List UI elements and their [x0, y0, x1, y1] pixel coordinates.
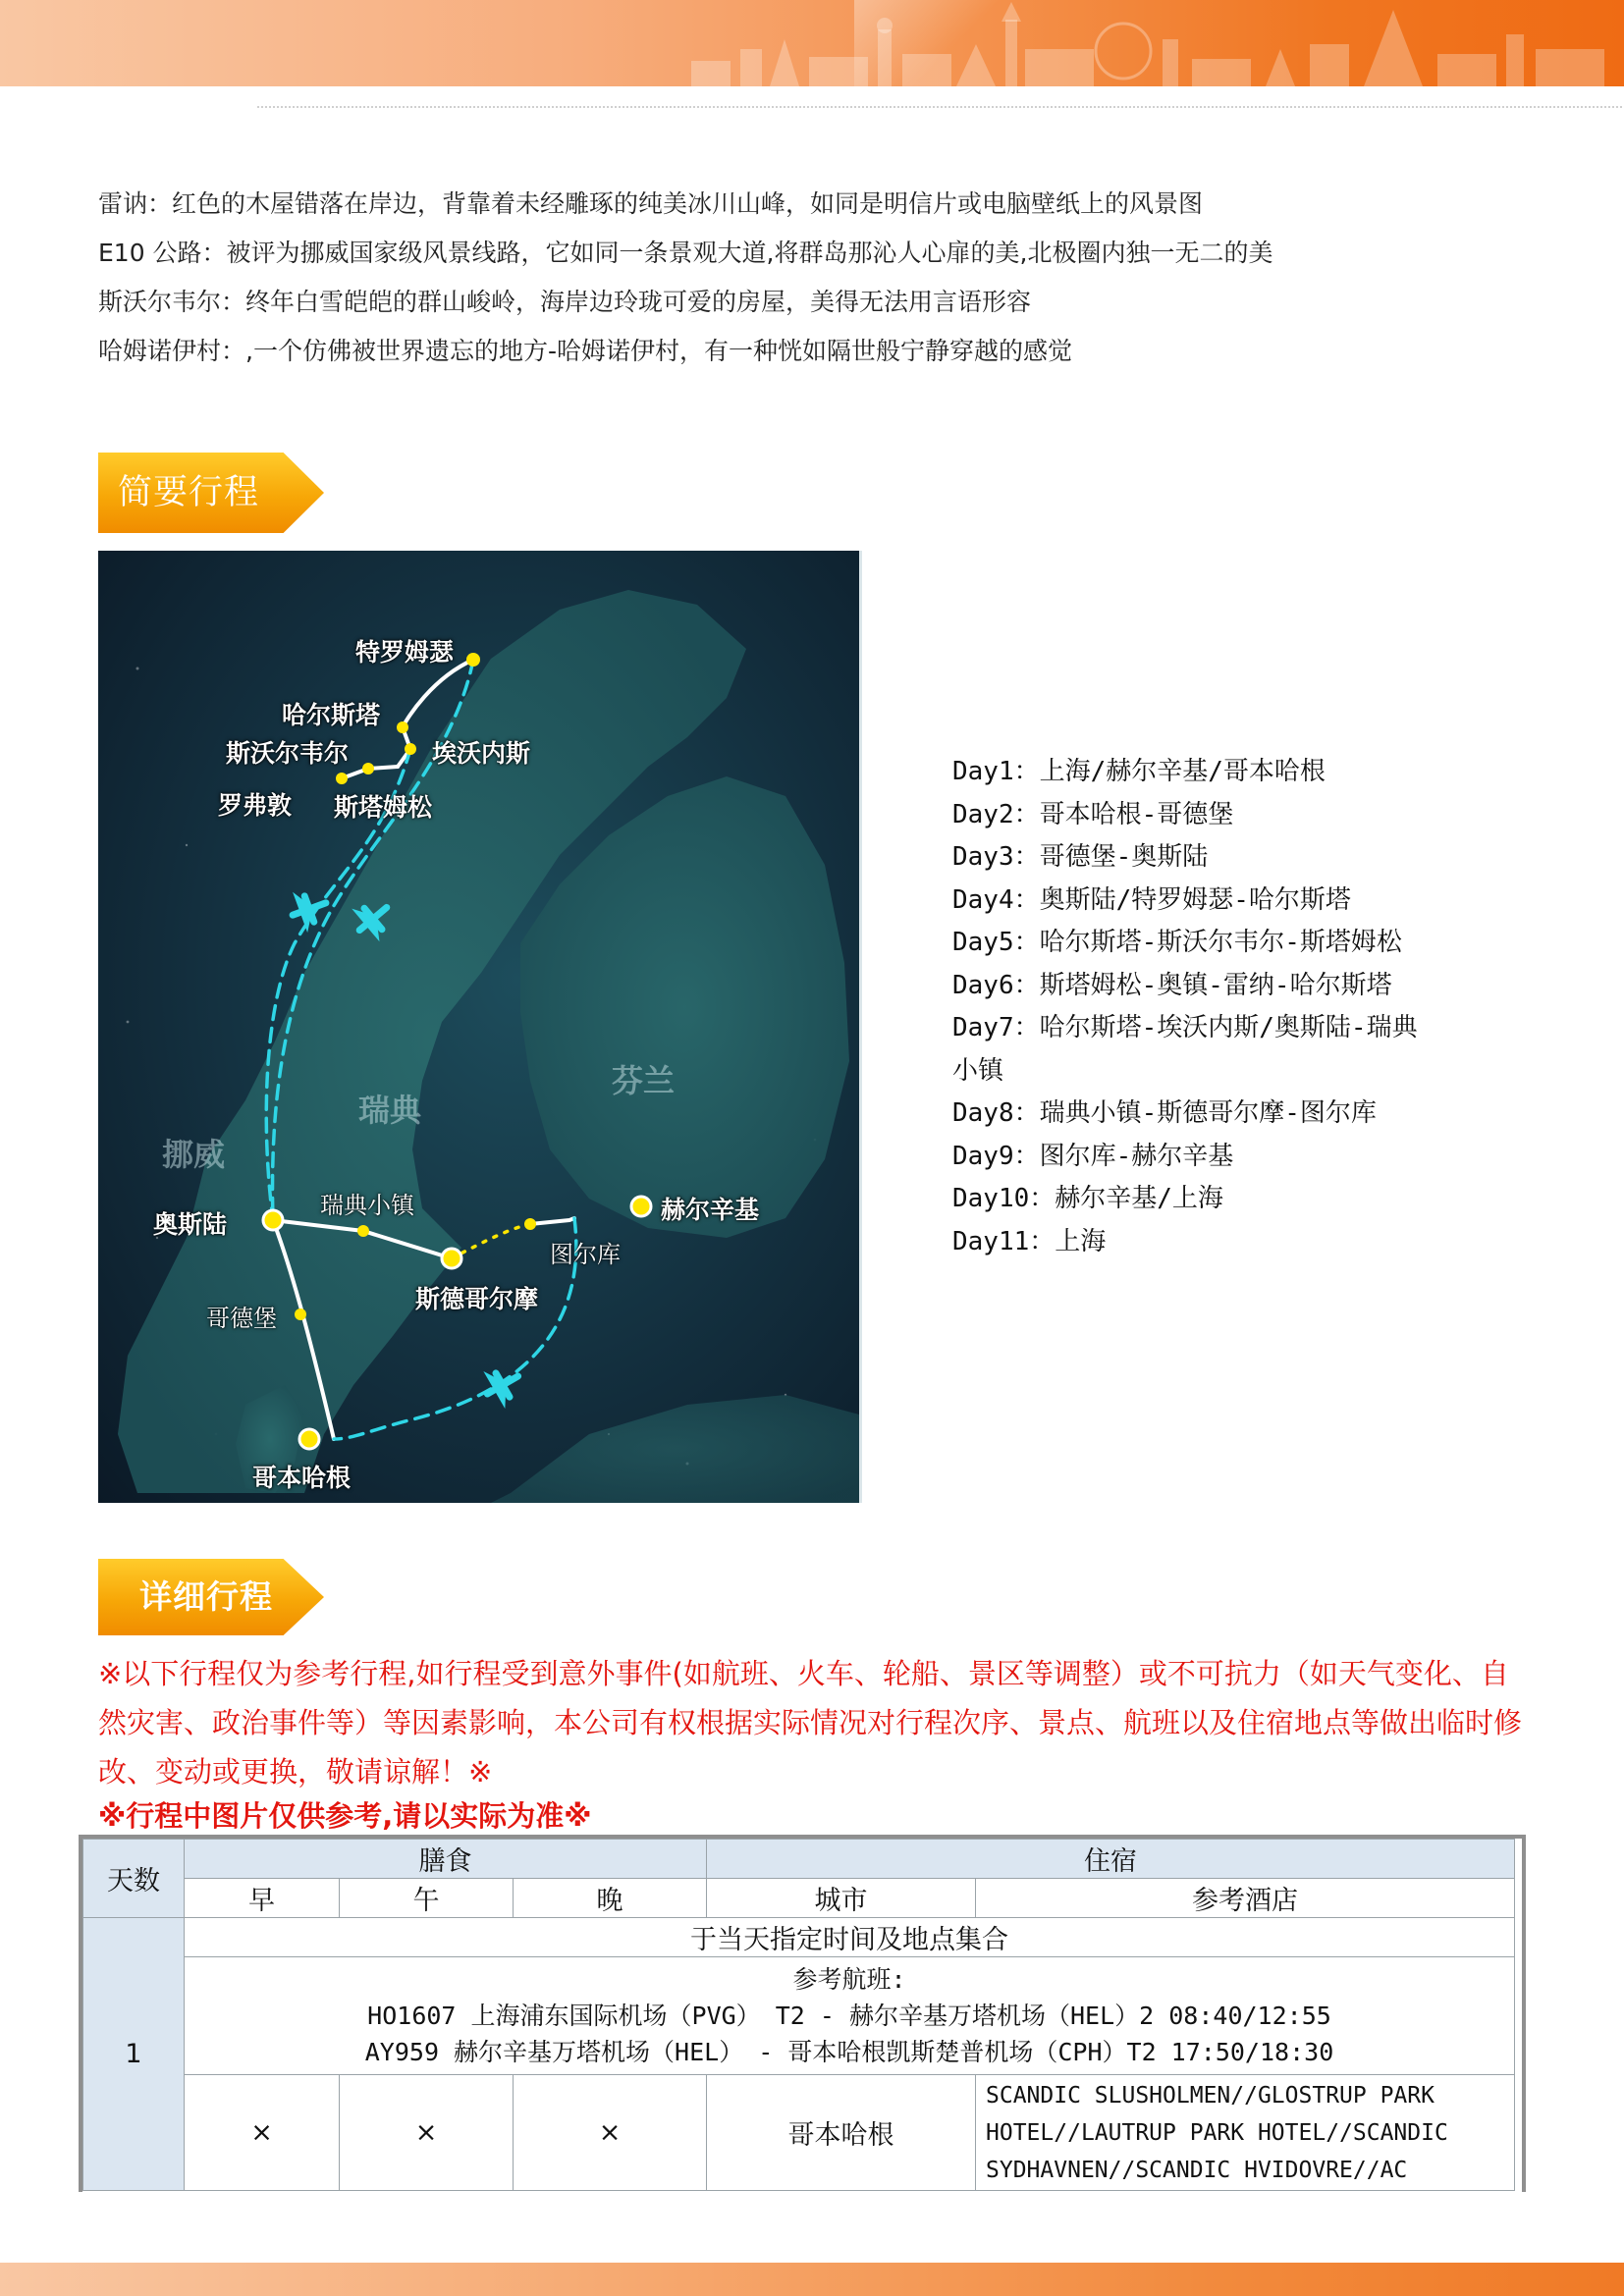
route-map-graphic [98, 551, 859, 1503]
section-tag-detailed-itinerary [98, 1559, 324, 1635]
lunch-cell: × [340, 2075, 514, 2191]
day-item: 小镇 [952, 1055, 1004, 1086]
day-item: Day11：上海 [952, 1226, 1107, 1256]
brief-day-list [952, 751, 1483, 1263]
map-label-stockholm: 斯德哥尔摩 [415, 1285, 539, 1313]
intro-line: E10 公路：被评为挪威国家级风景线路，它如同一条景观大道,将群岛那沁人心扉的美,北极圈内独一无二的美 [98, 239, 1273, 267]
col-header-hotel: 参考酒店 [976, 1879, 1515, 1918]
map-label-stamsund: 斯塔姆松 [334, 793, 433, 822]
day-item: Day5：哈尔斯塔-斯沃尔韦尔-斯塔姆松 [952, 928, 1402, 957]
route-map [98, 551, 862, 1503]
day-item: Day6：斯塔姆松-奥镇-雷纳-哈尔斯塔 [952, 970, 1392, 1000]
day-item: Day7：哈尔斯塔-埃沃内斯/奥斯陆-瑞典 [952, 1013, 1418, 1042]
gather-note: 于当天指定时间及地点集合 [185, 1918, 1515, 1957]
section-tag-brief-itinerary [98, 453, 324, 533]
map-label-turku: 图尔库 [550, 1241, 621, 1268]
map-label-sweden: 瑞典 [358, 1092, 422, 1129]
intro-line: 哈姆诺伊村：,一个仿佛被世界遗忘的地方-哈姆诺伊村，有一种恍如隔世般宁静穿越的感觉 [98, 337, 1072, 365]
col-header-city: 城市 [707, 1879, 976, 1918]
map-label-helsinki: 赫尔辛基 [661, 1196, 760, 1224]
page-footer-bar [0, 2263, 1624, 2296]
flight-title: 参考航班: [792, 1965, 906, 1994]
section-title: 简要行程 [118, 473, 260, 512]
city-cell: 哥本哈根 [707, 2075, 976, 2191]
col-header-day: 天数 [83, 1840, 185, 1918]
intro-line: 雷讷：红色的木屋错落在岸边，背靠着未经雕琢的纯美冰川山峰，如同是明信片或电脑壁纸上的风景图 [98, 189, 1204, 218]
map-label-evenes: 埃沃内斯 [432, 739, 531, 768]
finland-landmass [520, 776, 849, 1238]
map-label-reine: 罗弗敦 [218, 791, 293, 820]
baltic-coast [491, 1395, 859, 1503]
map-label-copenhagen: 哥本哈根 [252, 1464, 352, 1492]
day-item: Day1：上海/赫尔辛基/哥本哈根 [952, 757, 1326, 786]
map-label-oslo: 奥斯陆 [153, 1210, 228, 1239]
map-label-svolvaer: 斯沃尔韦尔 [226, 739, 350, 768]
image-disclaimer: ※行程中图片仅供参考,请以实际为准※ [98, 1799, 592, 1833]
col-header-breakfast: 早 [185, 1879, 340, 1918]
header-divider [257, 106, 1622, 108]
map-label-norway: 挪威 [162, 1136, 226, 1173]
map-label-finland: 芬兰 [612, 1062, 676, 1099]
page-header-banner [0, 0, 1624, 86]
map-label-tromso: 特罗姆瑟 [355, 638, 455, 667]
day-item: Day2：哥本哈根-哥德堡 [952, 799, 1234, 829]
day-item: Day3：哥德堡-奥斯陆 [952, 842, 1209, 872]
day-item: Day9：图尔库-赫尔辛基 [952, 1141, 1234, 1171]
flight-row: AY959 赫尔辛基万塔机场（HEL） - 哥本哈根凯斯楚普机场（CPH）T2 17:50/18:30 [364, 2038, 1334, 2066]
itinerary-disclaimer: ※以下行程仅为参考行程,如行程受到意外事件(如航班、火车、轮船、景区等调整）或不可抗力（如天气变化、自然灾害、政治事件等）等因素影响，本公司有权根据实际情况对行程次序、景点、航班以及住宿地点等做出临时修改、变动或更换，敬请谅解！※ [98, 1657, 1523, 1789]
col-header-meals: 膳食 [185, 1840, 707, 1879]
airplane-icon [286, 882, 334, 935]
col-header-stay: 住宿 [707, 1840, 1515, 1879]
flight-row: HO1607 上海浦东国际机场（PVG） T2 - 赫尔辛基万塔机场（HEL）2 08:40/12:55 [367, 2002, 1331, 2030]
hotel-cell: SCANDIC SLUSHOLMEN//GLOSTRUP PARK HOTEL//LAUTRUP PARK HOTEL//SCANDIC SYDHAVNEN//SCANDIC HVIDOVRE//AC [976, 2075, 1515, 2191]
intro-section [98, 180, 1571, 376]
col-header-lunch: 午 [340, 1879, 514, 1918]
breakfast-cell: × [185, 2075, 340, 2191]
intro-line: 斯沃尔韦尔：终年白雪皑皑的群山峻岭，海岸边玲珑可爱的房屋，美得无法用言语形容 [98, 288, 1032, 316]
col-header-dinner: 晚 [514, 1879, 707, 1918]
map-label-sweden-town: 瑞典小镇 [320, 1192, 414, 1219]
itinerary-table [79, 1835, 1526, 2192]
day-number-cell: 1 [83, 1918, 185, 2191]
section-title: 详细行程 [139, 1577, 273, 1616]
map-label-gothenburg: 哥德堡 [206, 1305, 277, 1332]
day-item: Day10：赫尔辛基/上海 [952, 1184, 1223, 1213]
day-item: Day4：奥斯陆/特罗姆瑟-哈尔斯塔 [952, 884, 1351, 915]
flight-info-cell [185, 1957, 1515, 2075]
map-label-harstad: 哈尔斯塔 [282, 701, 381, 729]
day-item: Day8：瑞典小镇-斯德哥尔摩-图尔库 [952, 1098, 1377, 1128]
city-skyline-decoration [662, 0, 1624, 86]
dinner-cell: × [514, 2075, 707, 2191]
